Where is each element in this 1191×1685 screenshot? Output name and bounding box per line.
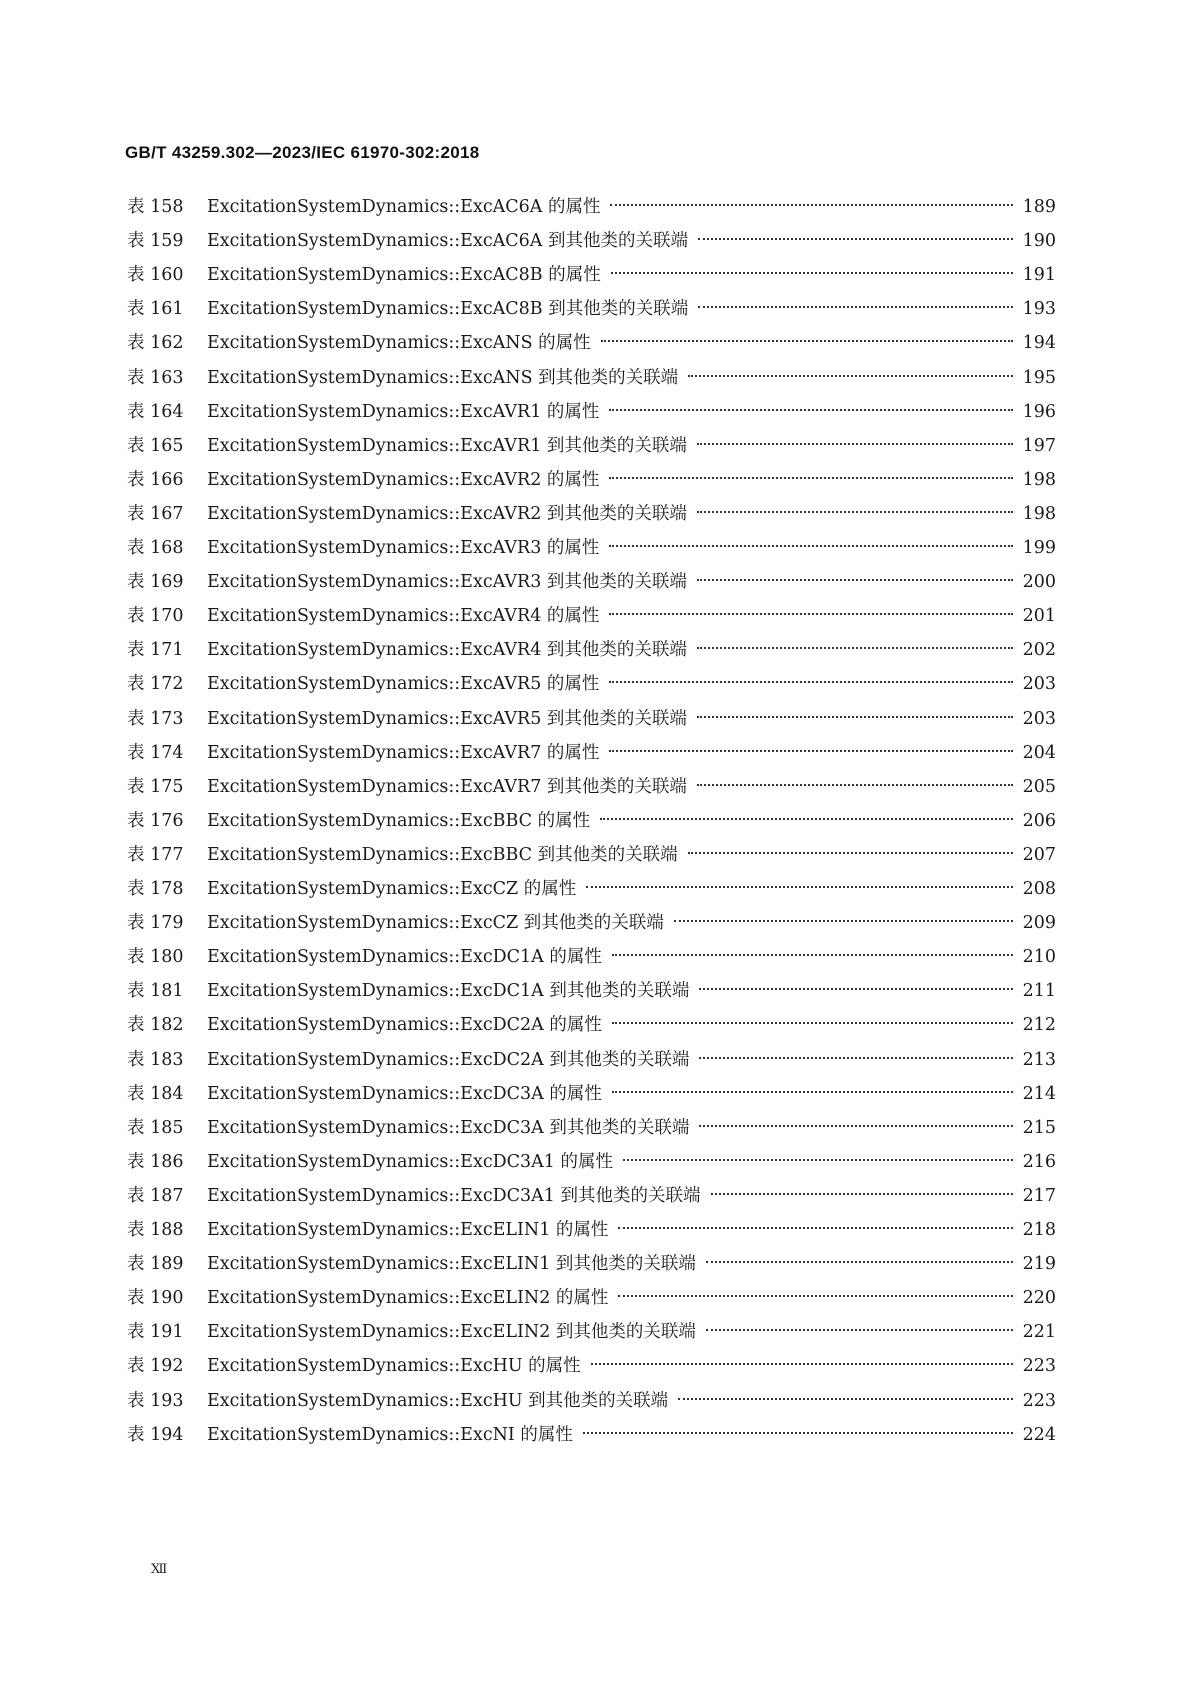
dot-leader [688, 374, 1012, 377]
dot-leader [612, 1021, 1013, 1024]
dot-leader [697, 646, 1013, 649]
toc-entry-number: 表 189 [127, 1254, 184, 1275]
dot-leader [699, 1056, 1012, 1059]
dot-leader [697, 442, 1013, 445]
toc-entry-title: ExcitationSystemDynamics::ExcAVR4 的属性 [207, 606, 600, 627]
dot-leader [698, 237, 1013, 240]
toc-entry-number: 表 188 [127, 1220, 184, 1240]
toc-entry-number: 表 180 [127, 947, 184, 968]
toc-entry-number: 表 171 [127, 640, 184, 661]
toc-entry-page: 220 [1022, 1288, 1056, 1309]
toc-entry[interactable] [127, 1079, 1056, 1109]
dot-leader [610, 203, 1012, 206]
toc-entry-page: 196 [1022, 401, 1056, 422]
toc-entry-number: 表 193 [127, 1390, 184, 1411]
toc-entry-title: ExcitationSystemDynamics::ExcAC6A 到其他类的关联端 [207, 231, 688, 252]
toc-entry-page: 194 [1022, 333, 1056, 354]
dot-leader [697, 783, 1013, 786]
toc-entry-title: ExcitationSystemDynamics::ExcAVR1 的属性 [207, 401, 600, 422]
toc-entry[interactable] [127, 840, 1056, 870]
toc-entry[interactable] [127, 226, 1056, 256]
dot-leader [618, 1226, 1012, 1229]
toc-entry[interactable] [127, 363, 1056, 393]
toc-entry[interactable] [127, 704, 1056, 734]
toc-entry-number: 表 175 [127, 776, 184, 797]
toc-entry-title: ExcitationSystemDynamics::ExcELIN1 的属性 [207, 1220, 609, 1240]
toc-entry[interactable] [127, 874, 1056, 904]
toc-entry-number: 表 168 [127, 538, 184, 558]
dot-leader [697, 578, 1013, 581]
toc-entry-page: 212 [1022, 1015, 1056, 1036]
toc-entry-number: 表 161 [127, 299, 184, 320]
toc-entry-page: 206 [1022, 810, 1056, 831]
toc-entry-title: ExcitationSystemDynamics::ExcAVR1 到其他类的关联端 [207, 435, 687, 456]
toc-entry-page: 205 [1022, 776, 1056, 797]
toc-entry-number: 表 186 [127, 1151, 184, 1172]
dot-leader [699, 987, 1012, 990]
toc-entry-page: 189 [1022, 197, 1056, 217]
dot-leader [611, 271, 1013, 274]
toc-entry-page: 203 [1022, 708, 1056, 729]
dot-leader [609, 612, 1012, 615]
toc-entry-number: 表 160 [127, 265, 184, 286]
toc-entry[interactable] [127, 1147, 1056, 1177]
toc-entry-title: ExcitationSystemDynamics::ExcDC3A 到其他类的关联端 [207, 1117, 690, 1138]
toc-entry[interactable] [127, 1283, 1056, 1313]
toc-entry[interactable] [127, 908, 1056, 938]
toc-entry-number: 表 173 [127, 708, 184, 729]
toc-entry[interactable] [127, 738, 1056, 768]
toc-entry-page: 209 [1022, 913, 1056, 934]
toc-entry-number: 表 179 [127, 913, 184, 934]
dot-leader [609, 749, 1012, 752]
toc-entry-title: ExcitationSystemDynamics::ExcNI 的属性 [207, 1424, 573, 1445]
toc-entry-page: 218 [1022, 1220, 1056, 1240]
toc-entry-number: 表 167 [127, 503, 184, 524]
toc-entry-page: 211 [1022, 981, 1056, 1002]
toc-entry-number: 表 170 [127, 606, 184, 627]
toc-entry[interactable] [127, 1386, 1056, 1416]
toc-entry-page: 202 [1022, 640, 1056, 661]
toc-entry-number: 表 169 [127, 572, 184, 593]
toc-entry-title: ExcitationSystemDynamics::ExcAC8B 到其他类的关联端 [207, 299, 689, 320]
dot-leader [706, 1328, 1013, 1331]
toc-entry-title: ExcitationSystemDynamics::ExcBBC 的属性 [207, 810, 591, 831]
toc-entry-title: ExcitationSystemDynamics::ExcAVR3 的属性 [207, 538, 600, 558]
toc-entry-page: 197 [1022, 435, 1056, 456]
toc-entry[interactable] [127, 772, 1056, 802]
toc-entry-title: ExcitationSystemDynamics::ExcDC2A 的属性 [207, 1015, 602, 1036]
dot-leader [609, 408, 1012, 411]
dot-leader [618, 1294, 1012, 1297]
toc-entry-title: ExcitationSystemDynamics::ExcHU 的属性 [207, 1356, 581, 1377]
dot-leader [674, 919, 1013, 922]
toc-entry-title: ExcitationSystemDynamics::ExcDC3A1 到其他类的关联端 [207, 1185, 701, 1206]
toc-entry-page: 198 [1022, 503, 1056, 524]
toc-entry[interactable] [127, 601, 1056, 631]
toc-entry-title: ExcitationSystemDynamics::ExcAVR2 到其他类的关联端 [207, 503, 687, 524]
toc-entry[interactable] [127, 567, 1056, 597]
toc-entry-page: 190 [1022, 231, 1056, 252]
toc-entry[interactable] [127, 1045, 1056, 1075]
toc-entry-number: 表 192 [127, 1356, 184, 1377]
toc-entry-page: 200 [1022, 572, 1056, 593]
toc-entry[interactable] [127, 294, 1056, 324]
dot-leader [623, 1158, 1013, 1161]
toc-entry-page: 199 [1022, 538, 1056, 558]
toc-entry-title: ExcitationSystemDynamics::ExcELIN2 到其他类的关联端 [207, 1322, 696, 1343]
toc-entry-title: ExcitationSystemDynamics::ExcCZ 的属性 [207, 879, 577, 899]
toc-entry-page: 223 [1022, 1356, 1056, 1377]
toc-entry-title: ExcitationSystemDynamics::ExcAVR5 到其他类的关联端 [207, 708, 687, 729]
toc-entry[interactable] [127, 1420, 1056, 1450]
toc-entry-title: ExcitationSystemDynamics::ExcBBC 到其他类的关联端 [207, 844, 678, 865]
toc-entry-page: 217 [1022, 1185, 1056, 1206]
toc-entry-number: 表 194 [127, 1424, 184, 1445]
dot-leader [697, 715, 1013, 718]
toc-entry-title: ExcitationSystemDynamics::ExcAVR3 到其他类的关联端 [207, 572, 687, 593]
dot-leader [711, 1192, 1013, 1195]
toc-entry-title: ExcitationSystemDynamics::ExcAC8B 的属性 [207, 265, 601, 286]
toc-entry-page: 193 [1022, 299, 1056, 320]
dot-leader [583, 1431, 1013, 1434]
toc-entry-page: 207 [1022, 844, 1056, 865]
toc-entry[interactable] [127, 1215, 1056, 1245]
toc-entry[interactable] [127, 1181, 1056, 1211]
dot-leader [609, 680, 1012, 683]
toc-entry[interactable] [127, 806, 1056, 836]
toc-entry-page: 219 [1022, 1254, 1056, 1275]
toc-entry-number: 表 182 [127, 1015, 184, 1036]
toc-entry-title: ExcitationSystemDynamics::ExcAVR5 的属性 [207, 674, 600, 695]
toc-entry-number: 表 181 [127, 981, 184, 1002]
toc-entry-page: 201 [1022, 606, 1056, 627]
toc-entry[interactable] [127, 465, 1056, 495]
toc-entry-number: 表 172 [127, 674, 184, 695]
toc-entry-title: ExcitationSystemDynamics::ExcDC1A 到其他类的关联端 [207, 981, 690, 1002]
toc-entry-page: 208 [1022, 879, 1056, 899]
dot-leader [591, 1362, 1013, 1365]
toc-entry-number: 表 163 [127, 367, 184, 388]
toc-entry[interactable] [127, 431, 1056, 461]
dot-leader [698, 305, 1012, 308]
toc-entry[interactable] [127, 1249, 1056, 1279]
toc-entry-title: ExcitationSystemDynamics::ExcDC2A 到其他类的关联端 [207, 1049, 690, 1070]
toc-entry-page: 195 [1022, 367, 1056, 388]
toc-entry[interactable] [127, 260, 1056, 290]
toc-entry-title: ExcitationSystemDynamics::ExcANS 到其他类的关联端 [207, 367, 679, 388]
toc-entry[interactable] [127, 942, 1056, 972]
toc-entry[interactable] [127, 397, 1056, 427]
dot-leader [612, 953, 1013, 956]
toc-entry-number: 表 174 [127, 742, 184, 763]
toc-entry-page: 216 [1022, 1151, 1056, 1172]
toc-entry-title: ExcitationSystemDynamics::ExcAC6A 的属性 [207, 197, 601, 217]
toc-entry-number: 表 176 [127, 810, 184, 831]
toc-entry-title: ExcitationSystemDynamics::ExcAVR4 到其他类的关联端 [207, 640, 687, 661]
toc-entry-number: 表 177 [127, 844, 184, 865]
standard-header: GB/T 43259.302—2023/IEC 61970-302:2018 [125, 143, 480, 162]
toc-entry-page: 213 [1022, 1049, 1056, 1070]
dot-leader [609, 476, 1012, 479]
dot-leader [612, 1090, 1013, 1093]
toc-entry-page: 214 [1022, 1083, 1056, 1104]
toc-entry-number: 表 164 [127, 401, 184, 422]
dot-leader [600, 817, 1012, 820]
toc-entry[interactable] [127, 635, 1056, 665]
toc-entry-page: 210 [1022, 947, 1056, 968]
toc-entry-page: 204 [1022, 742, 1056, 763]
toc-entry-title: ExcitationSystemDynamics::ExcELIN2 的属性 [207, 1288, 609, 1309]
toc-entry-title: ExcitationSystemDynamics::ExcCZ 到其他类的关联端 [207, 913, 664, 934]
toc-entry-number: 表 158 [127, 197, 184, 217]
toc-entry-page: 224 [1022, 1424, 1056, 1445]
toc-entry[interactable] [127, 1010, 1056, 1040]
toc-entry[interactable] [127, 669, 1056, 699]
dot-leader [706, 1260, 1013, 1263]
toc-entry-title: ExcitationSystemDynamics::ExcDC1A 的属性 [207, 947, 602, 968]
dot-leader [688, 851, 1013, 854]
toc-entry-number: 表 162 [127, 333, 184, 354]
toc-entry-title: ExcitationSystemDynamics::ExcAVR2 的属性 [207, 469, 600, 490]
toc-entry[interactable] [127, 533, 1056, 563]
toc-entry-number: 表 187 [127, 1185, 184, 1206]
dot-leader [586, 885, 1012, 888]
toc-entry-page: 221 [1022, 1322, 1056, 1343]
toc-entry[interactable] [127, 1113, 1056, 1143]
toc-entry[interactable] [127, 328, 1056, 358]
dot-leader [699, 1124, 1012, 1127]
toc-entry-number: 表 184 [127, 1083, 184, 1104]
dot-leader [697, 510, 1013, 513]
toc-entry[interactable] [127, 976, 1056, 1006]
toc-entry-number: 表 185 [127, 1117, 184, 1138]
dot-leader [609, 544, 1012, 547]
toc-entry-page: 223 [1022, 1390, 1056, 1411]
dot-leader [678, 1397, 1012, 1400]
toc-entry[interactable] [127, 499, 1056, 529]
toc-entry-title: ExcitationSystemDynamics::ExcAVR7 的属性 [207, 742, 600, 763]
toc-entry-number: 表 183 [127, 1049, 184, 1070]
toc-entry-number: 表 191 [127, 1322, 184, 1343]
dot-leader [601, 339, 1013, 342]
toc-entry-number: 表 165 [127, 435, 184, 456]
page-number: Ⅻ [151, 1562, 168, 1577]
toc-entry[interactable] [127, 1351, 1056, 1381]
toc-entry-title: ExcitationSystemDynamics::ExcDC3A 的属性 [207, 1083, 602, 1104]
toc-entry-page: 198 [1022, 469, 1056, 490]
toc-entry-title: ExcitationSystemDynamics::ExcHU 到其他类的关联端 [207, 1390, 669, 1411]
toc-entry-number: 表 159 [127, 231, 184, 252]
toc-entry-number: 表 178 [127, 879, 184, 899]
toc-entry-page: 203 [1022, 674, 1056, 695]
toc-entry[interactable] [127, 1317, 1056, 1347]
toc-entry[interactable] [127, 192, 1056, 222]
toc-entry-number: 表 166 [127, 469, 184, 490]
toc-entry-page: 215 [1022, 1117, 1056, 1138]
toc-entry-page: 191 [1022, 265, 1056, 286]
toc-entry-title: ExcitationSystemDynamics::ExcANS 的属性 [207, 333, 591, 354]
toc-entry-number: 表 190 [127, 1288, 184, 1309]
toc-entry-title: ExcitationSystemDynamics::ExcDC3A1 的属性 [207, 1151, 614, 1172]
toc-entry-title: ExcitationSystemDynamics::ExcAVR7 到其他类的关联端 [207, 776, 687, 797]
toc-entry-title: ExcitationSystemDynamics::ExcELIN1 到其他类的关联端 [207, 1254, 696, 1275]
